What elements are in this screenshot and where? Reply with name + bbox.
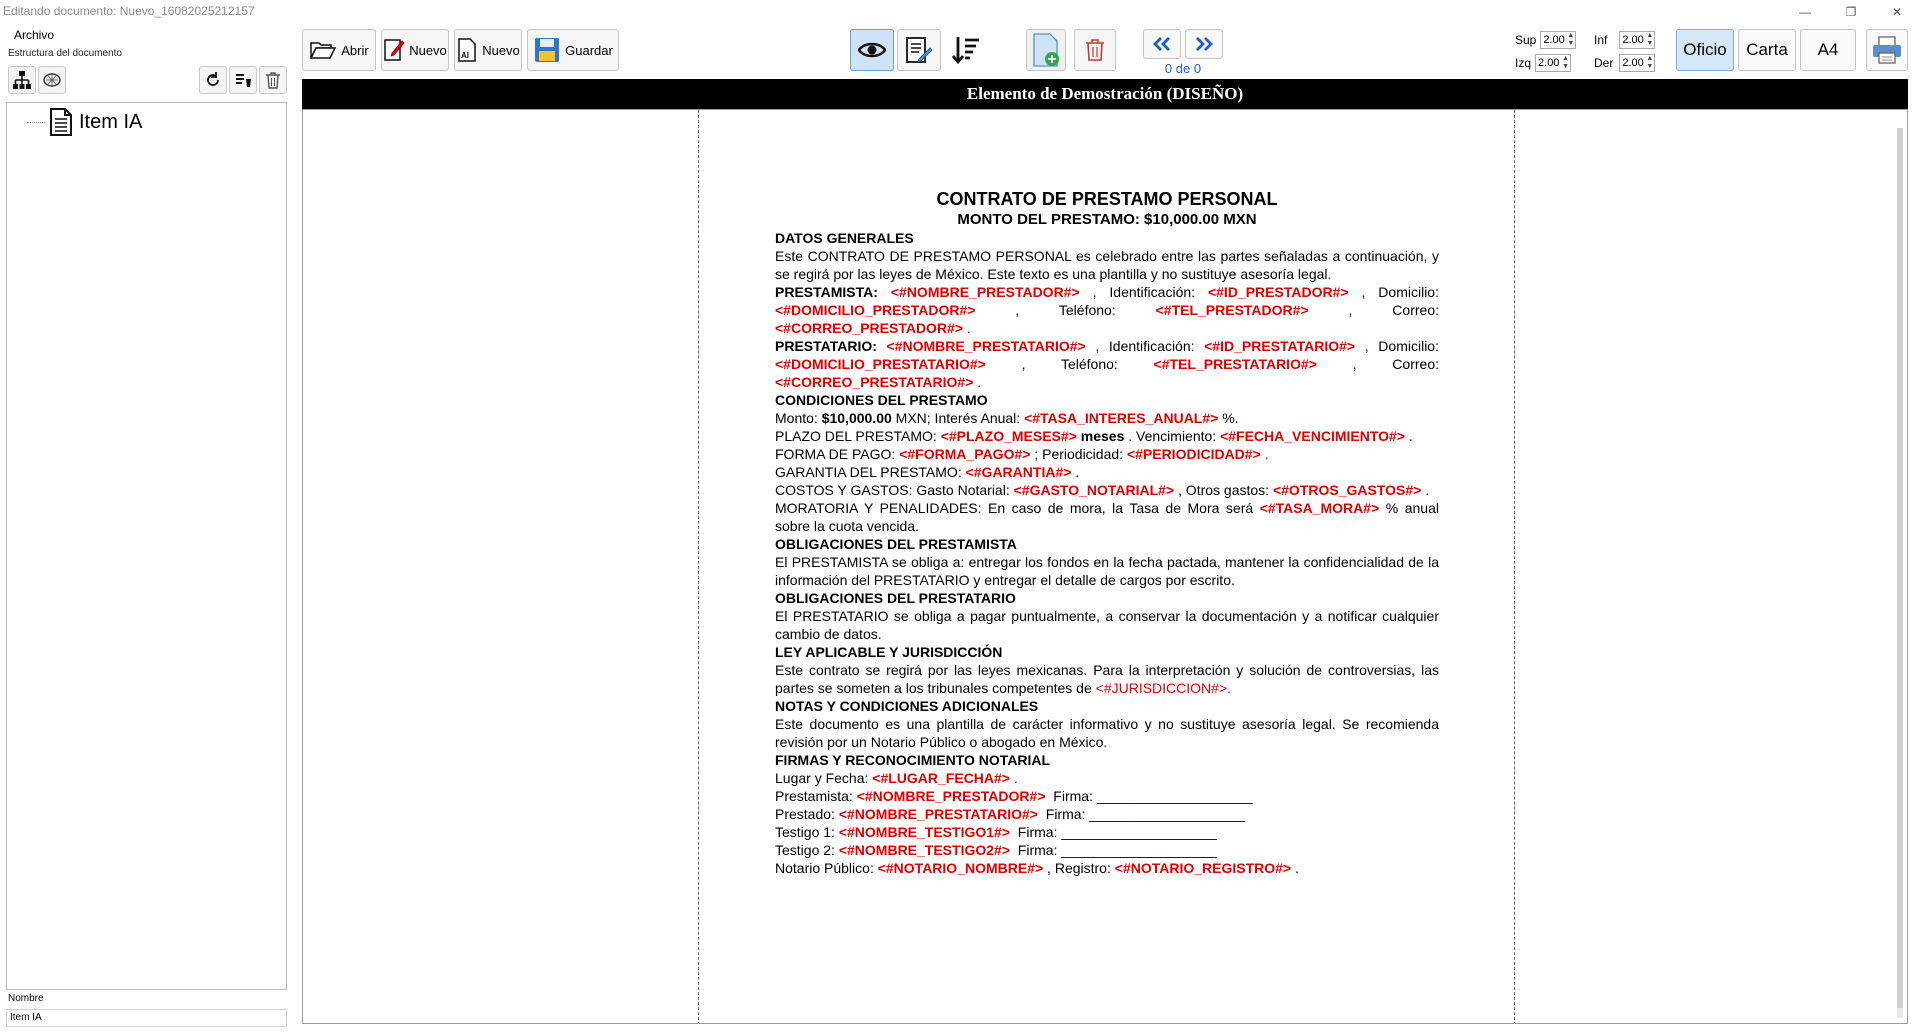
new-document-icon [383, 37, 405, 63]
var-gasto-notarial: <#GASTO_NOTARIAL#> [1013, 482, 1175, 498]
prestatario-paragraph [775, 337, 1439, 391]
margin-top-label: Sup [1515, 33, 1537, 47]
text-vencimiento: . Vencimiento: [1124, 428, 1221, 444]
hierarchy-icon [11, 69, 33, 91]
text-correo: , Correo: [1308, 302, 1439, 318]
previous-page-button[interactable] [1143, 29, 1181, 59]
new-ai-button[interactable] [454, 29, 522, 71]
menu-bar [0, 26, 300, 44]
preview-toggle-button[interactable] [850, 29, 894, 71]
add-page-button[interactable] [1026, 29, 1066, 71]
text-plazo: PLAZO DEL PRESTAMO: [775, 428, 941, 444]
garantia-line [775, 463, 1439, 481]
monto-line [775, 409, 1439, 427]
document-tree[interactable] [6, 102, 287, 990]
save-label: Guardar [565, 42, 613, 58]
menu-archivo[interactable]: Archivo [14, 28, 55, 42]
tree-item-ia[interactable] [27, 107, 142, 137]
text-meses: meses [1076, 428, 1125, 444]
close-icon: ✕ [1891, 5, 1903, 19]
text-interes: MXN; Interés Anual: [891, 410, 1025, 426]
margin-top [1515, 31, 1576, 49]
printer-icon [1871, 35, 1903, 65]
var-periodicidad: <#PERIODICIDAD#> [1126, 446, 1261, 462]
text-ley: Este contrato se regirá por las leyes mexicanas. Para la interpretación y solución de controversias, las partes se someten a los tribunales competentes de [775, 662, 1439, 696]
costos-line [775, 481, 1439, 499]
document-header: Elemento de Demostración (DISEÑO) [302, 79, 1908, 109]
contract-subtitle: MONTO DEL PRESTAMO: $10,000.00 MXN [957, 211, 1257, 228]
plazo-line [775, 427, 1439, 445]
text-dot: . [1421, 482, 1430, 498]
text-otros-gastos: , Otros gastos: [1174, 482, 1273, 498]
text-costos: COSTOS Y GASTOS: Gasto Notarial: [775, 482, 1014, 498]
paper-a4-button[interactable]: A4 [1800, 29, 1856, 71]
restore-button[interactable] [1828, 0, 1874, 24]
margin-top-input[interactable] [1540, 31, 1576, 49]
margin-right-value: 2.00 [1622, 57, 1644, 69]
signature-line: ____________________ [1096, 788, 1253, 804]
text-dot: . [963, 320, 971, 336]
refresh-icon [203, 70, 223, 90]
right-margin-guide [1514, 110, 1515, 1024]
obligaciones-prestatario-text: El PRESTATARIO se obliga a pagar puntualmente, a conservar la documentación y a notificar cualquier cambio de datos. [775, 608, 1439, 642]
signature-line: ____________________ [1089, 806, 1246, 822]
var-domicilio-prestador: <#DOMICILIO_PRESTADOR#> [775, 302, 976, 318]
notario-line [775, 859, 1439, 877]
text-domicilio: , Domicilio: [1348, 284, 1439, 300]
left-margin-guide [698, 110, 699, 1024]
text-moratoria-end: % anual sobre la cuota vencida. [775, 500, 1439, 534]
text-notario: Notario Público: [775, 860, 878, 876]
name-field[interactable]: Item IA [6, 1009, 287, 1027]
spinner-arrows-icon[interactable]: ▲ ▼ [1646, 32, 1654, 47]
add-page-icon [1031, 32, 1061, 68]
prestamista-label: PRESTAMISTA: [775, 284, 878, 300]
var-nombre-prestatario: <#NOMBRE_PRESTATARIO#> [886, 338, 1086, 354]
text-prestado: Prestado: [775, 806, 839, 822]
var-id-prestador: <#ID_PRESTADOR#> [1207, 284, 1349, 300]
paper-carta-button[interactable]: Carta [1738, 29, 1796, 71]
firma-testigo1-line [775, 823, 1439, 841]
var-tasa-mora: <#TASA_MORA#> [1259, 500, 1380, 516]
text-firma: Firma: [1045, 788, 1097, 804]
section-datos-generales: DATOS GENERALES [775, 230, 914, 246]
eye-icon [857, 40, 887, 60]
new-label: Nuevo [409, 42, 447, 58]
var-tel-prestador: <#TEL_PRESTADOR#> [1155, 302, 1309, 318]
datos-generales-text: Este CONTRATO DE PRESTAMO PERSONAL es celebrado entre las partes señaladas a continuación, y se regirá por las leyes de México. Este texto es una plantilla y no sustituye asesoría legal. [775, 248, 1439, 282]
text-dot: . [1260, 446, 1269, 462]
spinner-arrows-icon[interactable]: ▲ ▼ [1567, 32, 1575, 47]
var-testigo2: <#NOMBRE_TESTIGO2#> [838, 842, 1010, 858]
text-testigo2: Testigo 2: [775, 842, 839, 858]
var-lugar-fecha: <#LUGAR_FECHA#> [872, 770, 1010, 786]
ai-structure-button[interactable] [38, 66, 66, 94]
print-button[interactable] [1866, 29, 1908, 71]
spinner-arrows-icon[interactable]: ▲ ▼ [1646, 55, 1654, 70]
floppy-save-icon [533, 36, 561, 64]
vertical-scrollbar[interactable] [1897, 128, 1903, 1018]
margin-left-value: 2.00 [1538, 57, 1560, 69]
margin-bottom [1594, 31, 1655, 49]
moratoria-line [775, 499, 1439, 535]
text-dot: . [973, 374, 982, 390]
signature-line: ____________________ [1061, 842, 1218, 858]
text-identificacion: , Identificación: [1085, 338, 1205, 354]
next-page-button[interactable] [1185, 29, 1223, 59]
trash-icon [264, 70, 282, 90]
margin-left [1515, 54, 1571, 72]
margin-bottom-label: Inf [1594, 33, 1608, 47]
var-notario-nombre: <#NOTARIO_NOMBRE#> [877, 860, 1044, 876]
sort-button[interactable] [944, 29, 988, 71]
document-page [775, 188, 1439, 877]
value-monto: $10,000.00 [821, 410, 892, 426]
var-forma-pago: <#FORMA_PAGO#> [899, 446, 1031, 462]
lugar-fecha-line [775, 769, 1439, 787]
delete-tree-item-button[interactable] [259, 66, 287, 94]
name-label: Nombre [8, 993, 44, 1004]
margin-right-label: Der [1594, 56, 1614, 70]
minimize-button[interactable] [1782, 0, 1828, 24]
text-registro: , Registro: [1043, 860, 1115, 876]
section-notas: NOTAS Y CONDICIONES ADICIONALES [775, 698, 1039, 714]
section-obligaciones-prestatario: OBLIGACIONES DEL PRESTATARIO [775, 590, 1016, 606]
margin-right-input[interactable] [1619, 54, 1655, 72]
obligaciones-prestamista-text: El PRESTAMISTA se obliga a: entregar los fondos en la fecha pactada, mantener la confidencialidad de la información del PRESTATARIO y entregar el detalle de cargos por escrito. [775, 554, 1439, 588]
var-nombre-prestador: <#NOMBRE_PRESTADOR#> [856, 788, 1046, 804]
notas-text: Este documento es una plantilla de carácter informativo y no sustituye asesoría legal. Se recomienda revisión por un Notario Público o abogado en México. [775, 716, 1439, 750]
var-correo-prestatario: <#CORREO_PRESTATARIO#> [775, 374, 974, 390]
var-nombre-prestatario: <#NOMBRE_PRESTATARIO#> [838, 806, 1038, 822]
tree-structure-button[interactable] [8, 66, 36, 94]
text-domicilio: , Domicilio: [1355, 338, 1439, 354]
open-label: Abrir [341, 42, 369, 58]
text-telefono: , Teléfono: [985, 356, 1154, 372]
section-ley-aplicable: LEY APLICABLE Y JURISDICCIÓN [775, 644, 1003, 660]
var-otros-gastos: <#OTROS_GASTOS#> [1272, 482, 1422, 498]
var-plazo-meses: <#PLAZO_MESES#> [940, 428, 1077, 444]
tree-item-label: Item IA [79, 110, 143, 133]
text-telefono: , Teléfono: [975, 302, 1156, 318]
new-button[interactable] [381, 29, 449, 71]
prestamista-paragraph [775, 283, 1439, 337]
prestatario-label: PRESTATARIO: [775, 338, 877, 354]
var-jurisdiccion: <#JURISDICCION#>. [1095, 680, 1232, 696]
page-counter: 0 de 0 [1164, 61, 1202, 76]
var-tasa-interes: <#TASA_INTERES_ANUAL#> [1024, 410, 1219, 426]
text-forma-pago: FORMA DE PAGO: [775, 446, 900, 462]
ai-document-icon [456, 37, 478, 63]
clear-list-button[interactable] [229, 66, 257, 94]
document-canvas[interactable] [302, 109, 1908, 1024]
var-garantia: <#GARANTIA#> [965, 464, 1072, 480]
double-chevron-right-icon [1193, 36, 1215, 52]
var-correo-prestador: <#CORREO_PRESTADOR#> [775, 320, 964, 336]
text-garantia: GARANTIA DEL PRESTAMO: [775, 464, 966, 480]
close-window-button[interactable] [1874, 0, 1920, 24]
refresh-tree-button[interactable] [199, 66, 227, 94]
var-notario-registro: <#NOTARIO_REGISTRO#> [1114, 860, 1292, 876]
structure-label: Estructura del documento [8, 48, 122, 59]
text-dot: . [1291, 860, 1299, 876]
text-moratoria: MORATORIA Y PENALIDADES: En caso de mora, la Tasa de Mora será [775, 500, 1260, 516]
ley-aplicable-text [775, 661, 1439, 697]
var-testigo1: <#NOMBRE_TESTIGO1#> [838, 824, 1010, 840]
spinner-arrows-icon[interactable]: ▲ ▼ [1562, 55, 1570, 70]
var-domicilio-prestatario: <#DOMICILIO_PRESTATARIO#> [775, 356, 986, 372]
text-dot: . [1009, 770, 1018, 786]
contract-title: CONTRATO DE PRESTAMO PERSONAL [936, 189, 1278, 209]
title-bar [0, 0, 1920, 24]
text-prestamista: Prestamista: [775, 788, 857, 804]
restore-icon: ❐ [1845, 5, 1857, 19]
section-obligaciones-prestamista: OBLIGACIONES DEL PRESTAMISTA [775, 536, 1017, 552]
svg-text:AI: AI [461, 51, 470, 60]
margin-left-input[interactable] [1535, 54, 1571, 72]
list-delete-icon [233, 70, 253, 90]
margin-left-label: Izq [1515, 56, 1532, 70]
text-monto: Monto: [775, 410, 822, 426]
minimize-icon: — [1799, 5, 1811, 19]
sort-descending-icon [950, 34, 982, 66]
scrollbar-thumb[interactable] [1897, 128, 1903, 1008]
new-ai-label: Nuevo [482, 42, 520, 58]
text-dot: . [1404, 428, 1413, 444]
tree-connector [27, 122, 45, 123]
edit-document-button[interactable] [897, 29, 941, 71]
var-tel-prestatario: <#TEL_PRESTATARIO#> [1153, 356, 1317, 372]
margin-right [1594, 54, 1655, 72]
signature-line: ____________________ [1061, 824, 1218, 840]
text-testigo1: Testigo 1: [775, 824, 839, 840]
text-correo: , Correo: [1316, 356, 1439, 372]
text-firma: Firma: [1010, 842, 1062, 858]
text-dot: . [1071, 464, 1080, 480]
save-button[interactable] [527, 29, 619, 71]
section-condiciones: CONDICIONES DEL PRESTAMO [775, 392, 988, 408]
margin-top-value: 2.00 [1543, 34, 1565, 46]
var-fecha-vencimiento: <#FECHA_VENCIMIENTO#> [1220, 428, 1405, 444]
firma-testigo2-line [775, 841, 1439, 859]
document-icon [49, 107, 73, 137]
text-firma: Firma: [1037, 806, 1090, 822]
var-nombre-prestador: <#NOMBRE_PRESTADOR#> [890, 284, 1080, 300]
trash-icon [1084, 37, 1106, 63]
folder-open-icon [309, 39, 337, 61]
firma-prestamista-line [775, 787, 1439, 805]
double-chevron-left-icon [1151, 36, 1173, 52]
text-lugar-fecha: Lugar y Fecha: [775, 770, 873, 786]
text-firma: Firma: [1010, 824, 1062, 840]
margin-bottom-value: 2.00 [1622, 34, 1644, 46]
text-periodicidad: ; Periodicidad: [1030, 446, 1127, 462]
margin-bottom-input[interactable] [1619, 31, 1655, 49]
firma-prestado-line [775, 805, 1439, 823]
delete-page-button[interactable] [1074, 29, 1116, 71]
text-percent: %. [1218, 410, 1239, 426]
open-button[interactable] [302, 29, 376, 71]
var-id-prestatario: <#ID_PRESTATARIO#> [1204, 338, 1356, 354]
forma-pago-line [775, 445, 1439, 463]
paper-oficio-button[interactable]: Oficio [1676, 29, 1734, 71]
section-firmas: FIRMAS Y RECONOCIMIENTO NOTARIAL [775, 752, 1051, 768]
ai-brain-icon [41, 69, 63, 91]
text-identificacion: , Identificación: [1079, 284, 1208, 300]
window-title: Editando documento: Nuevo_16082025212157 [3, 4, 255, 18]
edit-document-icon [904, 35, 934, 65]
